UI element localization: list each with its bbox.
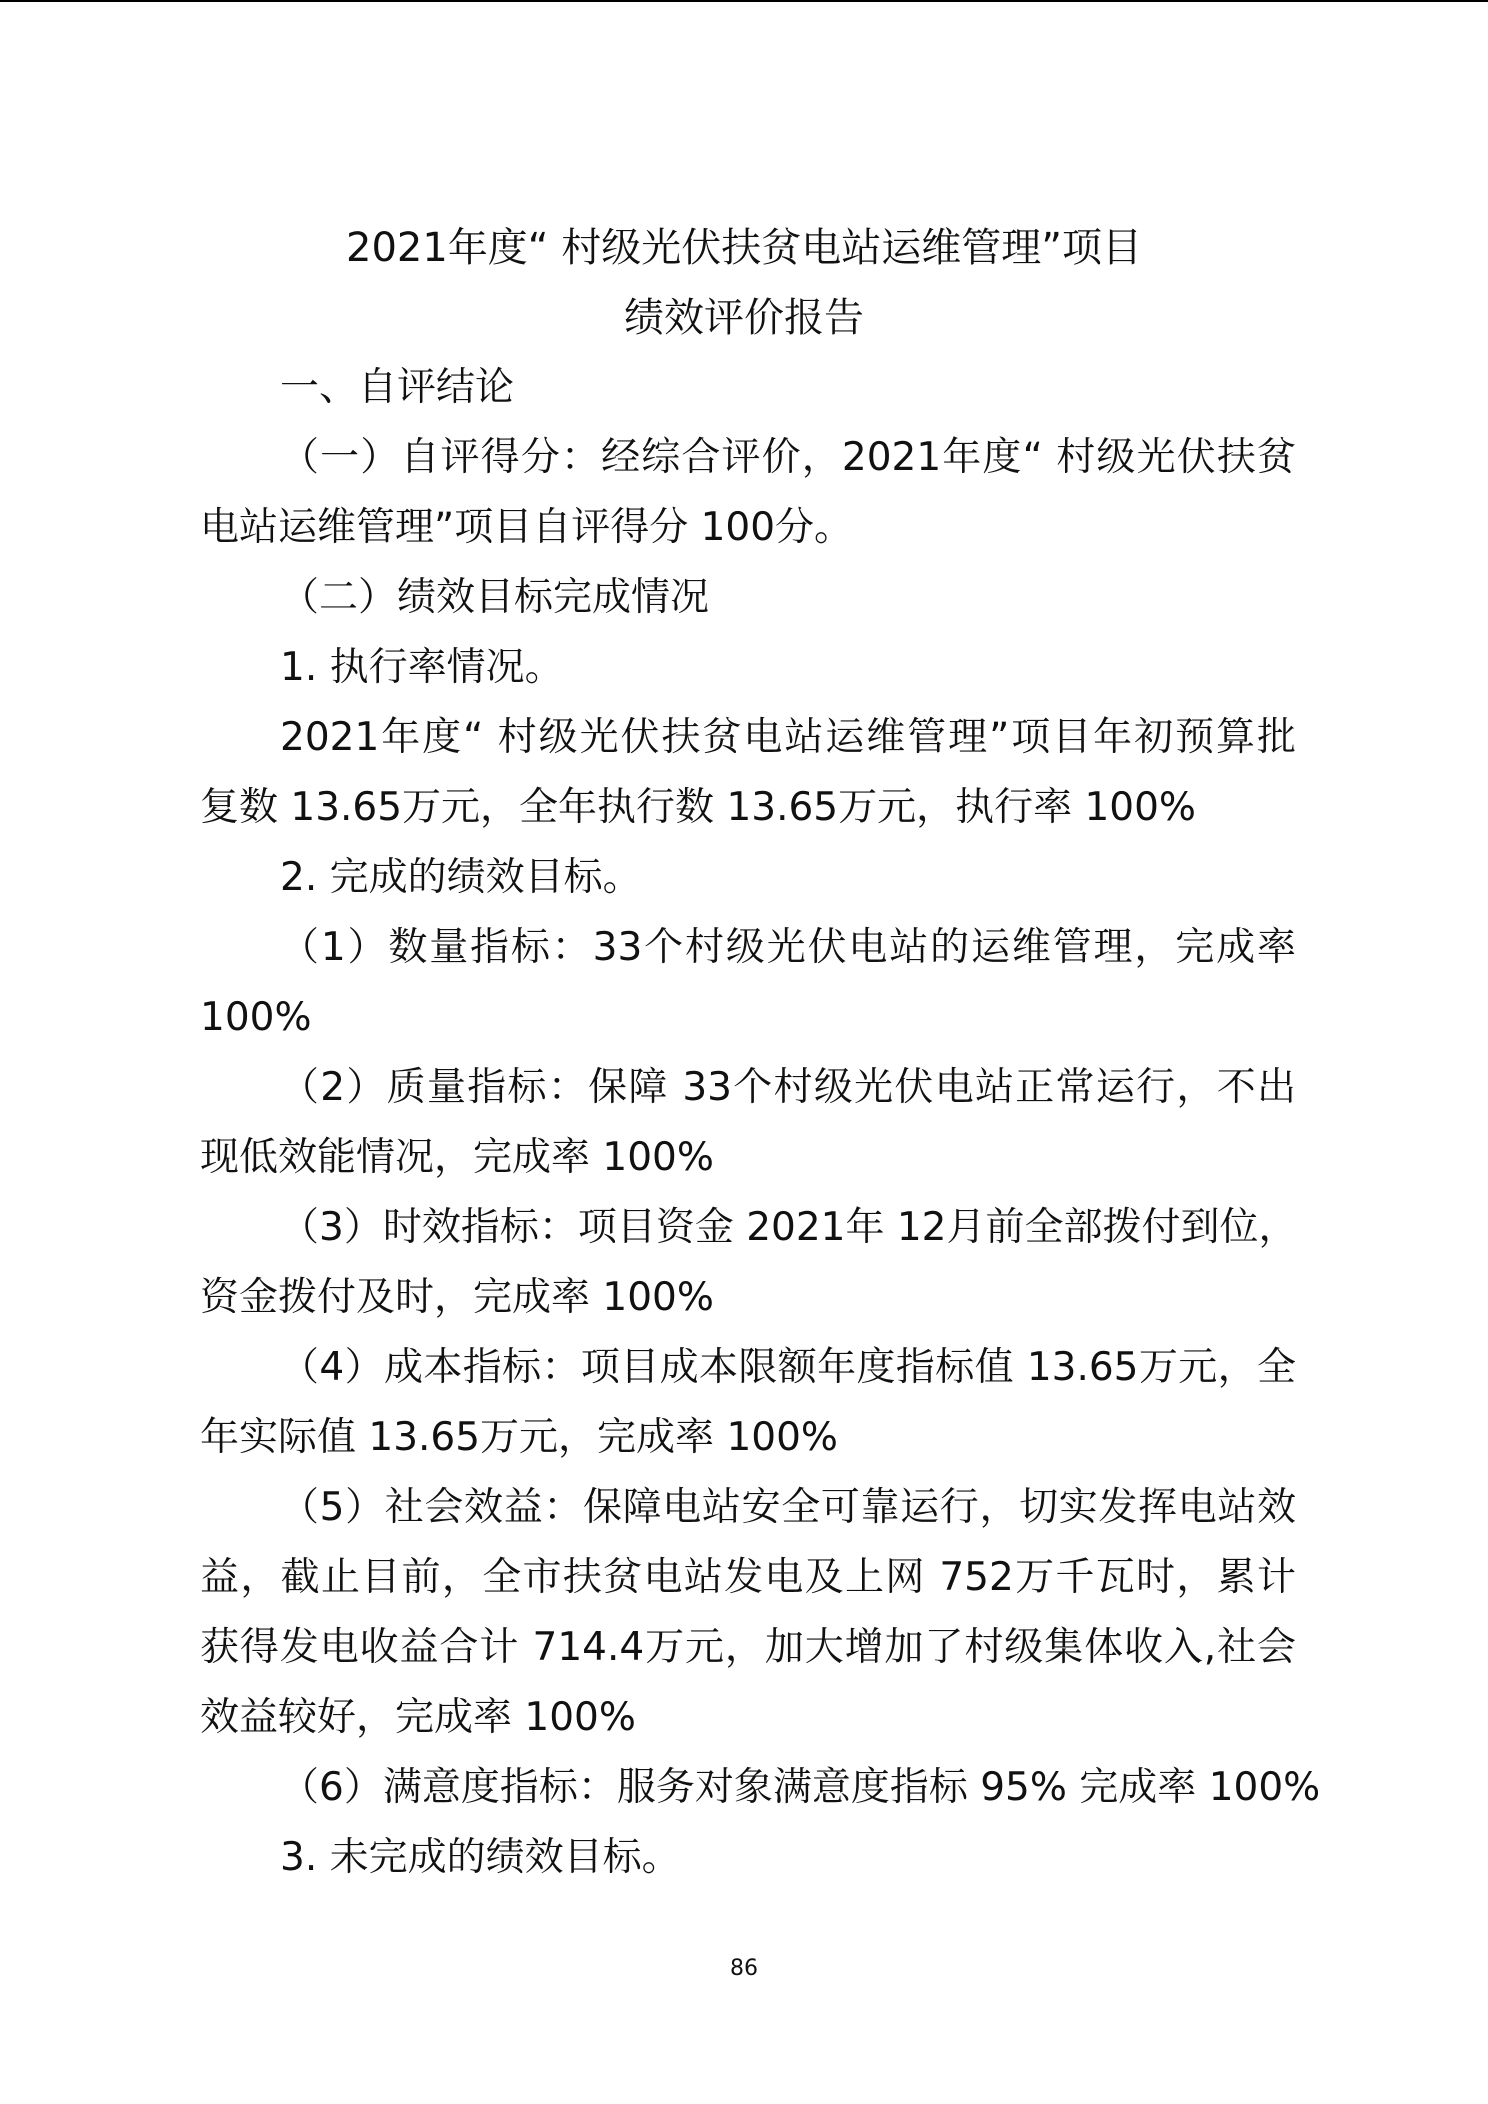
report-title-line-1: 2021年度“ 村级光伏扶贫电站运维管理”项目 [346, 225, 1142, 271]
paragraph-score-line-2: 电站运维管理”项目自评得分 100分。 [200, 505, 854, 550]
section-heading-conclusion: 一、自评结论 [280, 365, 515, 410]
report-title-line-2: 绩效评价报告 [624, 295, 864, 341]
item-completed-goals: 2. 完成的绩效目标。 [280, 855, 642, 900]
paragraph-cost-line-2: 年实际值 13.65万元，完成率 100% [200, 1415, 838, 1460]
item-uncompleted-goals: 3. 未完成的绩效目标。 [280, 1835, 681, 1880]
paragraph-score-line-1: （一）自评得分：经综合评价，2021年度“ 村级光伏扶贫 [280, 435, 1296, 480]
item-execution-rate: 1. 执行率情况。 [280, 645, 564, 690]
paragraph-social-line-4: 效益较好，完成率 100% [200, 1695, 636, 1740]
paragraph-social-line-1: （5）社会效益：保障电站安全可靠运行，切实发挥电站效 [280, 1485, 1296, 1530]
paragraph-satisfaction: （6）满意度指标：服务对象满意度指标 95% 完成率 100% [280, 1765, 1321, 1810]
paragraph-budget-line-1: 2021年度“ 村级光伏扶贫电站运维管理”项目年初预算批 [280, 715, 1296, 760]
paragraph-quantity-line-2: 100% [200, 995, 312, 1040]
subheading-goal-completion: （二）绩效目标完成情况 [280, 575, 710, 620]
paragraph-timeliness-line-2: 资金拨付及时，完成率 100% [200, 1275, 714, 1320]
paragraph-cost-line-1: （4）成本指标：项目成本限额年度指标值 13.65万元，全 [280, 1345, 1296, 1390]
paragraph-quantity-line-1: （1）数量指标：33个村级光伏电站的运维管理，完成率 [280, 925, 1296, 970]
paragraph-timeliness-line-1: （3）时效指标：项目资金 2021年 12月前全部拨付到位， [280, 1205, 1298, 1250]
paragraph-budget-line-2: 复数 13.65万元，全年执行数 13.65万元，执行率 100% [200, 785, 1196, 830]
paragraph-quality-line-1: （2）质量指标：保障 33个村级光伏电站正常运行，不出 [280, 1065, 1296, 1110]
paragraph-social-line-3: 获得发电收益合计 714.4万元，加大增加了村级集体收入,社会 [200, 1625, 1296, 1670]
page-number: 86 [730, 1956, 758, 1981]
paragraph-quality-line-2: 现低效能情况，完成率 100% [200, 1135, 714, 1180]
paragraph-social-line-2: 益，截止目前，全市扶贫电站发电及上网 752万千瓦时，累计 [200, 1555, 1296, 1600]
